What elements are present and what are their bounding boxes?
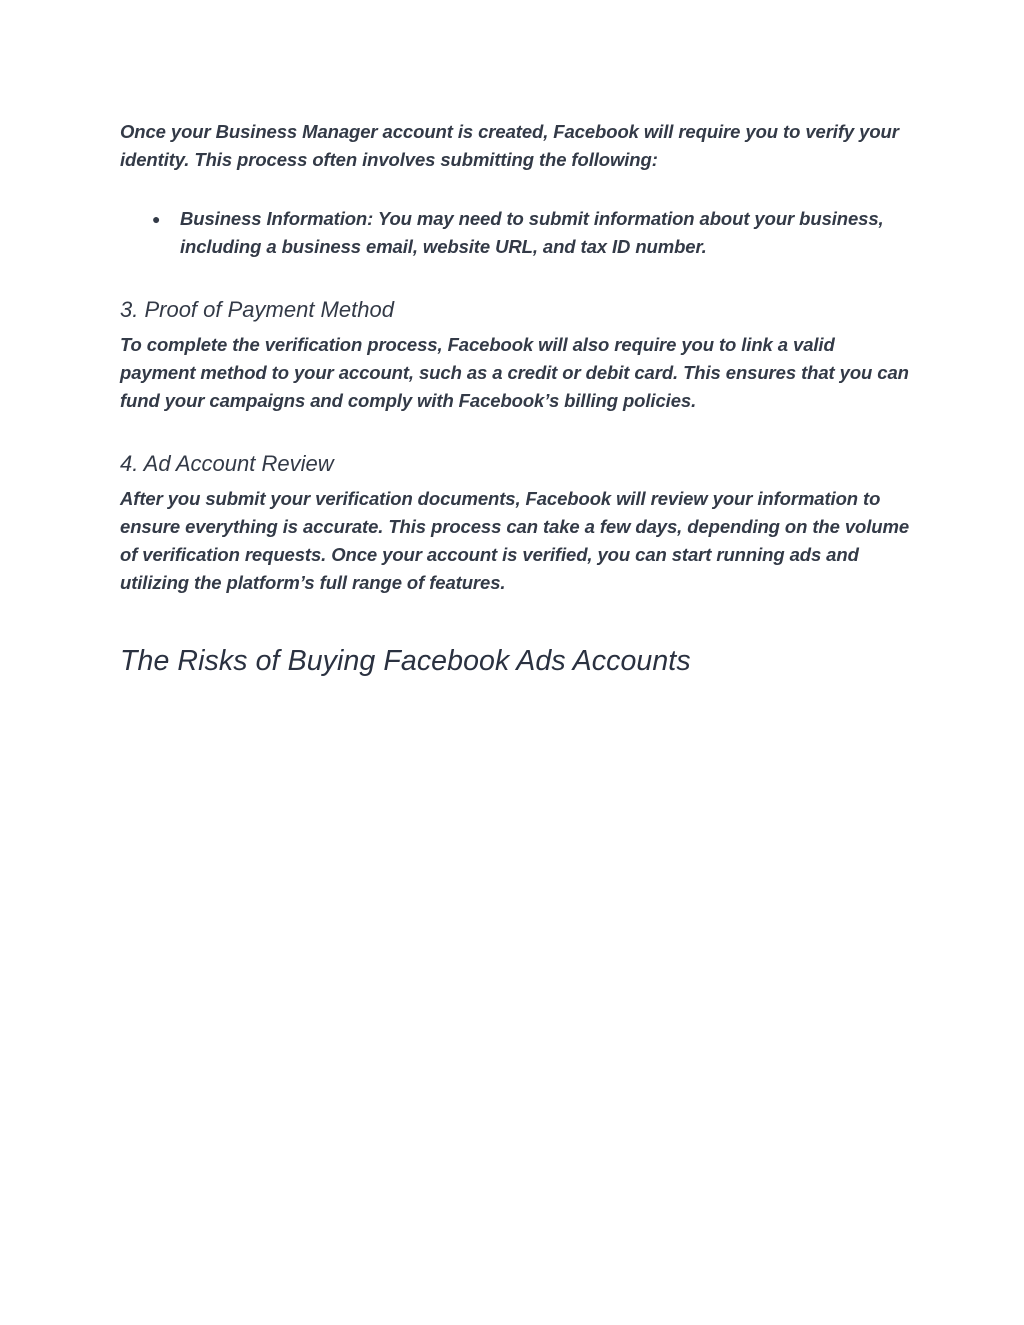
intro-paragraph: Once your Business Manager account is created, Facebook will require you to verify your identity. This process often involves submitting the following: xyxy=(120,121,899,170)
requirements-list xyxy=(120,205,910,261)
section-heading-payment: 3. Proof of Payment Method xyxy=(120,297,394,322)
section-body-payment: To complete the verification process, Facebook will also require you to link a valid payment method to your account, such as a credit or debit card. This ensures that you can fund your campaigns and comply with Facebook’s billing policies. xyxy=(120,334,909,411)
section-body-review: After you submit your verification documents, Facebook will review your information to ensure everything is accurate. This process can take a few days, depending on the volume of verification requests. Once your account is verified, you can start running ads and utilizing the platform’s full range of features. xyxy=(120,488,910,593)
section-heading-review: 4. Ad Account Review xyxy=(120,451,334,476)
document-page xyxy=(120,118,910,679)
bullet-text: Business Information: You may need to submit information about your business, including a business email, website URL, and tax ID number. xyxy=(180,208,884,257)
list-item xyxy=(120,205,910,261)
bullet-icon: ● xyxy=(152,211,161,227)
main-heading-risks: The Risks of Buying Facebook Ads Accounts xyxy=(120,645,691,677)
